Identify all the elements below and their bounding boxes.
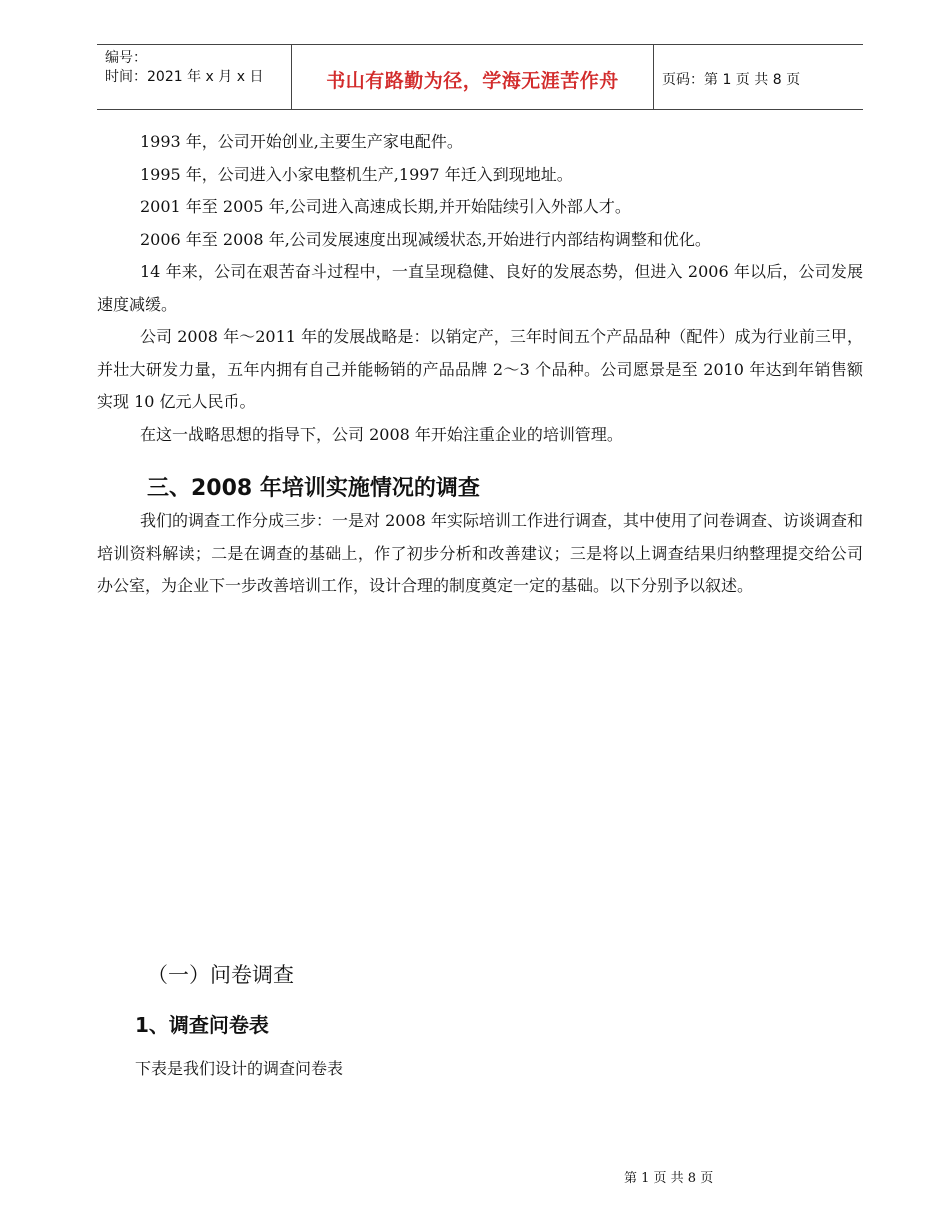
header-motto-cell <box>292 45 654 109</box>
header-meta-cell <box>97 45 292 109</box>
motto: 书山有路勤为径，学海无涯苦作舟 <box>326 69 619 92</box>
code-label: 编号： <box>105 50 147 66</box>
time-label: 时间：2021 年 x 月 x 日 <box>105 69 264 85</box>
paragraph: 公司 2008 年～2011 年的发展战略是：以销定产，三年时间五个产品品种（配件）成为行业前三甲，并壮大研发力量，五年内拥有自己并能畅销的产品品牌 2～3 个品种。公司愿景是至 2010 年达到年销售额实现 10 亿元人民币。 <box>97 327 863 411</box>
subsubsection-title: 1、调查问卷表 <box>135 1013 269 1037</box>
subsection-title: （一）问卷调查 <box>147 963 294 987</box>
paragraph: 1995 年，公司进入小家电整机生产,1997 年迁入到现地址。 <box>140 164 573 184</box>
table-note: 下表是我们设计的调查问卷表 <box>135 1059 344 1078</box>
paragraph: 14 年来，公司在艰苦奋斗过程中，一直呈现稳健、良好的发展态势，但进入 2006 年以后，公司发展速度减缓。 <box>97 262 863 314</box>
header-page-cell <box>654 45 863 109</box>
page-number-label: 页码：第 1 页 共 8 页 <box>662 72 801 88</box>
paragraph: 在这一战略思想的指导下，公司 2008 年开始注重企业的培训管理。 <box>140 424 623 444</box>
paragraph: 2001 年至 2005 年,公司进入高速成长期,并开始陆续引入外部人才。 <box>140 197 631 216</box>
page-header <box>97 44 863 110</box>
section-title: 三、2008 年培训实施情况的调查 <box>147 476 480 501</box>
intro-paragraph: 我们的调查工作分成三步：一是对 2008 年实际培训工作进行调查，其中使用了问卷调查、访谈调查和培训资料解读；二是在调查的基础上，作了初步分析和改善建议；三是将以上调查结果归纳整理提交给公司办公室，为企业下一步改善培训工作，设计合理的制度奠定一定的基础。以下分别予以叙述。 <box>97 511 863 595</box>
document-body <box>97 126 863 603</box>
paragraph: 1993 年，公司开始创业,主要生产家电配件。 <box>140 132 463 151</box>
paragraph: 2006 年至 2008 年,公司发展速度出现减缓状态,开始进行内部结构调整和优化。 <box>140 229 711 249</box>
page-footer: 第 1 页 共 8 页 <box>624 1171 714 1186</box>
